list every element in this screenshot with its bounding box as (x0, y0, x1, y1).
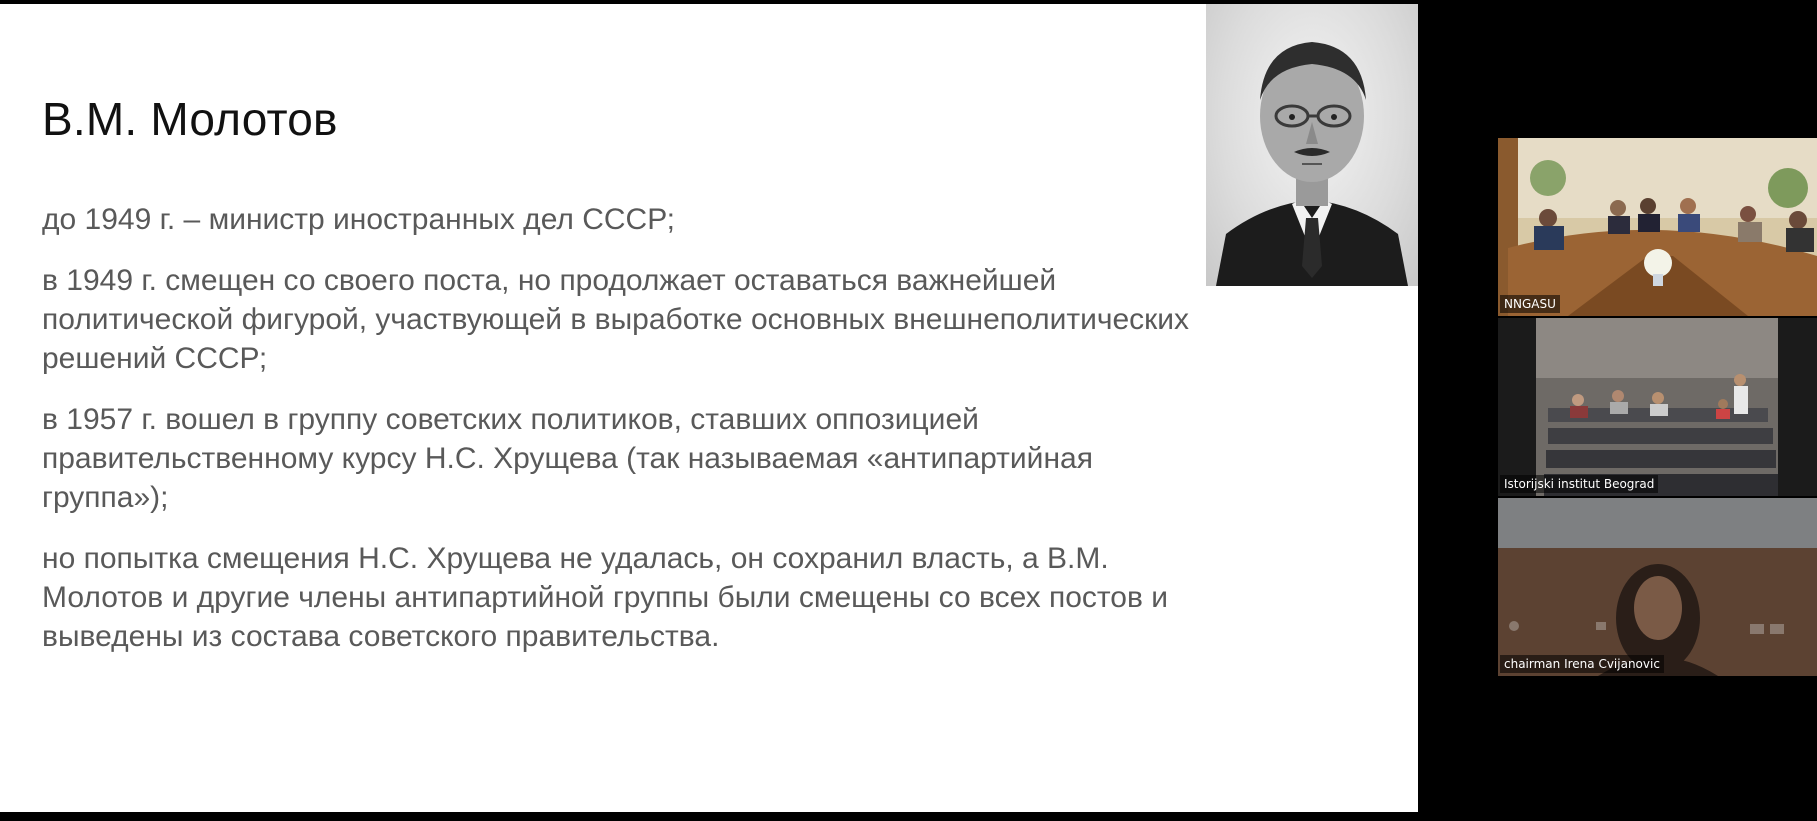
participant-video-tile[interactable] (1498, 138, 1817, 316)
slide-paragraph: в 1957 г. вошел в группу советских политиков, ставших оппозицией правительственному курсу Н.С. Хрущева (так называемая «антипартийная группа»); (42, 403, 1093, 514)
participant-video-tile[interactable] (1498, 318, 1817, 496)
slide-paragraph: до 1949 г. – министр иностранных дел СССР; (42, 203, 675, 236)
participant-name-label: NNGASU (1500, 295, 1560, 313)
participant-gallery (1498, 138, 1817, 678)
slide-paragraph: в 1949 г. смещен со своего поста, но продолжает оставаться важнейшей политической фигурой, участвующей в выработке основных внешнеполитических решений СССР; (42, 264, 1190, 375)
participant-name-label: chairman Irena Cvijanovic (1500, 655, 1664, 673)
slide-title: В.М. Молотов (42, 93, 338, 145)
slide-paragraph: но попытка смещения Н.С. Хрущева не удалась, он сохранил власть, а В.М. Молотов и другие члены антипартийной группы были смещены со всех постов и выведены из состава советского правительства. (42, 542, 1169, 653)
conference-room-icon (1498, 138, 1817, 316)
webcam-person-icon (1498, 498, 1817, 676)
shared-screen-slide (0, 4, 1418, 812)
lecture-hall-icon (1498, 318, 1817, 496)
participant-name-label: Istorijski institut Beograd (1500, 475, 1658, 493)
slide-body (42, 200, 1352, 678)
participant-video-tile[interactable] (1498, 498, 1817, 676)
portrait-photo-icon (1206, 4, 1418, 286)
